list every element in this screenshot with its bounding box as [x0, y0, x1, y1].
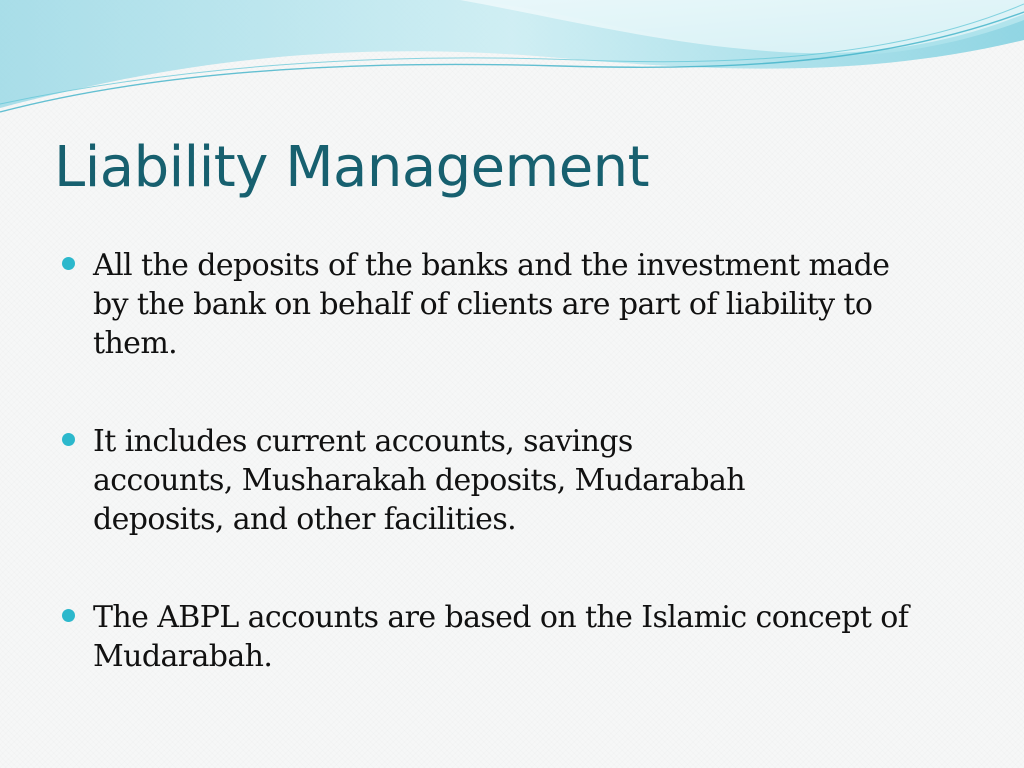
bullet-marker-icon — [62, 257, 75, 270]
bullet-text-line: them. — [93, 326, 178, 361]
bullet-text-line: It includes current accounts, savings — [93, 424, 633, 459]
bullet-item — [62, 422, 982, 539]
bullet-marker-icon — [62, 433, 75, 446]
bullet-marker-icon — [62, 609, 75, 622]
bullet-text-line: by the bank on behalf of clients are part of liability to — [93, 287, 873, 322]
bullet-item — [62, 246, 982, 363]
slide-title: Liability Management — [54, 135, 650, 200]
bullet-text-line: accounts, Musharakah deposits, Mudarabah — [93, 463, 746, 498]
bullet-text-line: deposits, and other facilities. — [93, 502, 517, 537]
header-wave-decoration — [0, 0, 1024, 120]
bullet-text-line: The ABPL accounts are based on the Islamic concept of — [93, 600, 909, 635]
bullet-item — [62, 598, 982, 676]
bullet-text-line: Mudarabah. — [93, 639, 273, 674]
bullet-text-line: All the deposits of the banks and the investment made — [93, 248, 890, 283]
bullet-list — [62, 246, 982, 676]
